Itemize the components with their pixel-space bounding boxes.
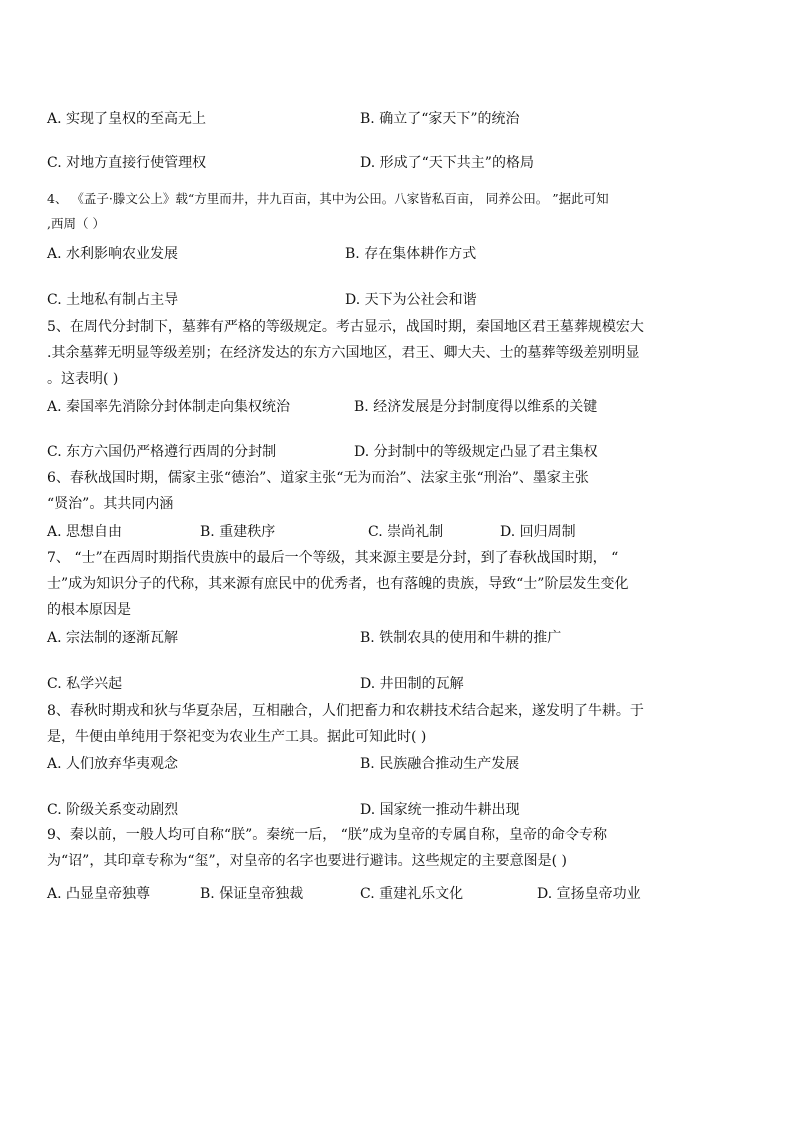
- q5-option-a: A. 秦国率先消除分封体制走向集权统治: [47, 399, 291, 415]
- q8-option-d: D. 国家统一推动牛耕出现: [360, 802, 520, 818]
- q7-option-d: D. 井田制的瓦解: [360, 676, 464, 692]
- q9-option-c: C. 重建礼乐文化: [360, 886, 464, 902]
- q3-option-a: A. 实现了皇权的至高无上: [47, 111, 207, 127]
- q7-option-b: B. 铁制农具的使用和牛耕的推广: [360, 630, 562, 646]
- q6-option-d: D. 回归周制: [500, 524, 576, 540]
- q8-option-b: B. 民族融合推动生产发展: [360, 756, 520, 772]
- q6-option-c: C. 崇尚礼制: [368, 524, 444, 540]
- q5-stem-line2: .其余墓葬无明显等级差别；在经济发达的东方六国地区，君王、卿大夫、士的墓葬等级差别明显: [47, 345, 640, 361]
- q7-stem-line1: 7、 “士”在西周时期指代贵族中的最后一个等级，其来源主要是分封，到了春秋战国时期， “: [47, 550, 619, 566]
- q8-stem-line1: 8、春秋时期戎和狄与华夏杂居，互相融合，人们把畜力和农耕技术结合起来，遂发明了牛耕。于: [47, 703, 644, 719]
- q6-stem-line1: 6、春秋战国时期，儒家主张“德治”、道家主张“无为而治”、法家主张“刑治”、墨家主张: [47, 470, 589, 486]
- q6-stem-line2: “贤治”。其共同内涵: [47, 496, 174, 512]
- q9-stem-line1: 9、秦以前，一般人均可自称“朕”。秦统一后， “朕”成为皇帝的专属自称，皇帝的命令专称: [47, 827, 607, 843]
- q4-option-b: B. 存在集体耕作方式: [345, 246, 477, 262]
- q7-stem-line3: 的根本原因是: [47, 602, 131, 618]
- q5-stem-line1: 5、在周代分封制下，墓葬有严格的等级规定。考古显示，战国时期，秦国地区君王墓葬规模宏大: [47, 319, 644, 335]
- q4-option-d: D. 天下为公社会和谐: [345, 292, 477, 308]
- q5-option-b: B. 经济发展是分封制度得以维系的关键: [354, 399, 598, 415]
- q7-option-a: A. 宗法制的逐渐瓦解: [47, 630, 179, 646]
- q5-option-c: C. 东方六国仍严格遵行西周的分封制: [47, 444, 277, 460]
- q9-option-a: A. 凸显皇帝独尊: [47, 886, 151, 902]
- q4-stem-line1: 4、 《孟子·滕文公上》载“方里而井，井九百亩，其中为公田。八家皆私百亩， 同养公田。 ”据此可知: [47, 191, 609, 206]
- q9-option-b: B. 保证皇帝独裁: [200, 886, 304, 902]
- q8-option-a: A. 人们放弃华夷观念: [47, 756, 179, 772]
- q3-option-d: D. 形成了“天下共主”的格局: [360, 155, 534, 171]
- q3-option-b: B. 确立了“家天下”的统治: [360, 111, 520, 127]
- q8-option-c: C. 阶级关系变动剧烈: [47, 802, 179, 818]
- q5-option-d: D. 分封制中的等级规定凸显了君主集权: [354, 444, 598, 460]
- q9-option-d: D. 宣扬皇帝功业: [537, 886, 641, 902]
- q6-option-b: B. 重建秩序: [200, 524, 276, 540]
- q3-option-c: C. 对地方直接行使管理权: [47, 155, 207, 171]
- q5-stem-line3: 。这表明( ): [47, 371, 119, 387]
- q6-option-a: A. 思想自由: [47, 524, 123, 540]
- q8-stem-line2: 是，牛便由单纯用于祭祀变为农业生产工具。据此可知此时( ): [47, 729, 427, 745]
- q4-stem-line2: ,西周（ ）: [47, 216, 105, 231]
- q4-option-c: C. 土地私有制占主导: [47, 292, 179, 308]
- q9-stem-line2: 为“诏”，其印章专称为“玺”，对皇帝的名字也要进行避讳。这些规定的主要意图是( ): [47, 853, 568, 869]
- q7-option-c: C. 私学兴起: [47, 676, 123, 692]
- q7-stem-line2: 士”成为知识分子的代称，其来源有庶民中的优秀者，也有落魄的贵族，导致“士”阶层发生变化: [47, 576, 629, 592]
- q4-option-a: A. 水利影响农业发展: [47, 246, 179, 262]
